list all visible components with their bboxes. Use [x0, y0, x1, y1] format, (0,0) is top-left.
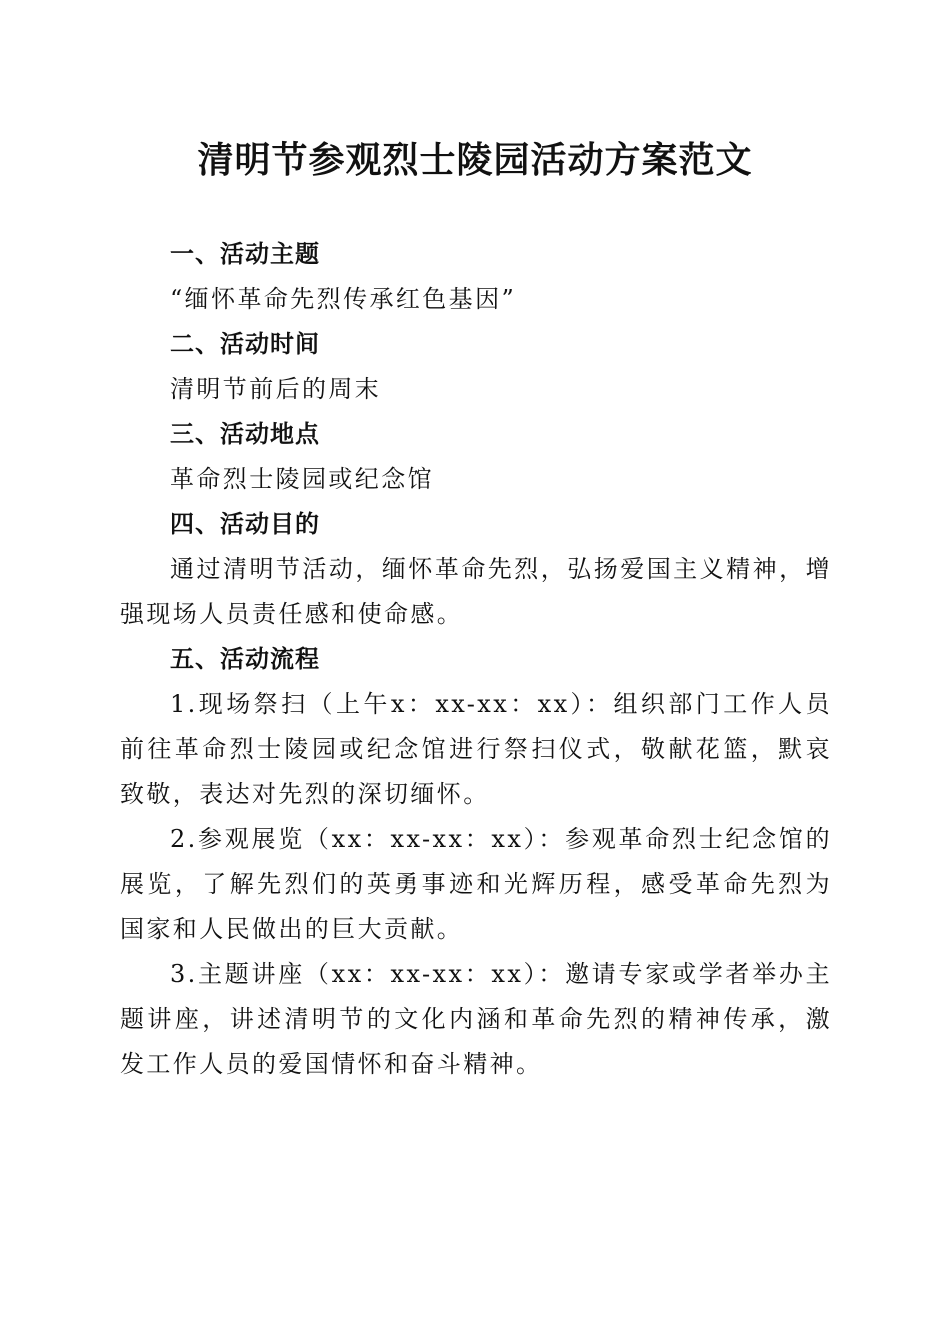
section-content-time: 清明节前后的周末	[170, 375, 382, 403]
section-heading-location: 三、活动地点	[170, 420, 320, 448]
process-step-1: 1.现场祭扫（上午x：xx-xx：xx）：组织部门工作人员前往革命烈士陵园或纪念馆进行祭扫仪式，敬献花篮，默哀致敬，表达对先烈的深切缅怀。	[120, 690, 832, 808]
section-content-purpose: 通过清明节活动，缅怀革命先烈，弘扬爱国主义精神，增强现场人员责任感和使命感。	[120, 555, 832, 628]
process-step-2: 2.参观展览（xx：xx-xx：xx）：参观革命烈士纪念馆的展览，了解先烈们的英勇事迹和光辉历程，感受革命先烈为国家和人民做出的巨大贡献。	[120, 825, 832, 943]
section-content-theme: “缅怀革命先烈传承红色基因”	[170, 285, 517, 313]
section-heading-theme: 一、活动主题	[170, 240, 320, 268]
process-step-3: 3.主题讲座（xx：xx-xx：xx）：邀请专家或学者举办主题讲座，讲述清明节的文化内涵和革命先烈的精神传承，激发工作人员的爱国情怀和奋斗精神。	[120, 960, 832, 1078]
section-heading-process: 五、活动流程	[170, 645, 320, 673]
section-content-location: 革命烈士陵园或纪念馆	[170, 465, 434, 493]
document-title: 清明节参观烈士陵园活动方案范文	[197, 139, 753, 181]
section-heading-time: 二、活动时间	[170, 330, 320, 358]
document-body	[120, 232, 832, 1087]
section-heading-purpose: 四、活动目的	[170, 510, 320, 538]
